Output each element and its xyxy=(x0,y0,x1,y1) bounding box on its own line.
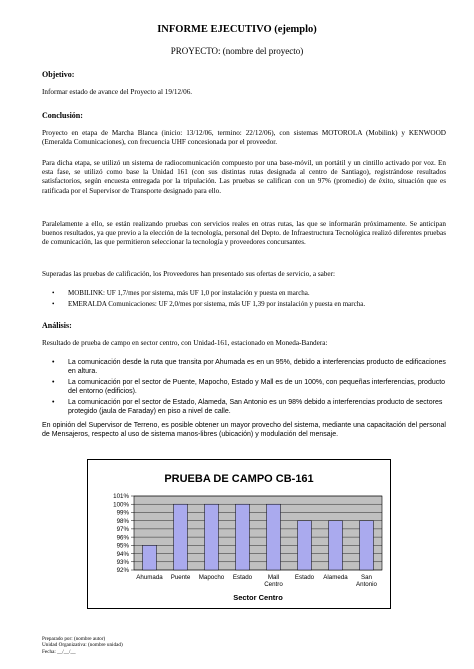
bar xyxy=(360,521,374,570)
prepared-by: Preparado por: (nombre autor) xyxy=(42,636,106,642)
provider-offers-list xyxy=(42,289,446,311)
list-item: • La comunicación por el sector de Puente, Mapocho, Estado y Mall es de un 100%, con pequeñas interferencias, producto del entorno (edificios). xyxy=(52,379,446,395)
bar xyxy=(298,521,312,570)
y-tick-label: 95% xyxy=(116,542,129,550)
x-tick-label: San xyxy=(360,574,373,581)
y-tick-label: 92% xyxy=(116,567,129,575)
bar xyxy=(143,545,157,570)
project-name: PROYECTO: (nombre del proyecto) xyxy=(170,46,304,56)
conclusion-paragraph-4: Superadas las pruebas de calificación, los Proveedores han presentado sus ofertas de servicio, a saber: xyxy=(42,270,335,278)
conclusion-paragraph-1: Proyecto en etapa de Marcha Blanca (inicio: 13/12/06, termino: 22/12/06), con sistemas MOTOROLA (Mobilink) y KENWOOD (Emeralda Comunicaciones), con frecuencia UHF concesionada por el proveedor. xyxy=(42,129,446,147)
date-line: Fecha: __/__/__ xyxy=(42,648,76,655)
bullet-icon: • xyxy=(52,359,55,366)
chart-title: PRUEBA DE CAMPO CB-161 xyxy=(164,473,314,485)
bar xyxy=(205,504,219,570)
conclusion-paragraph-2: Para dicha etapa, se utilizó un sistema de radiocomunicación compuesto por una base-móvil, un portátil y un cintillo activado por voz. En esta fase, se utilizó como base la Unidad 161 (con sus distintas rutas designada al centro de Santiago), registrándose resultados satisfactorios, según encuesta entregada por la tripulación. Las pruebas se califican con un 97% (promedio) de éxito, situación que es ratificada por el Supervisor de Transporte designado para ello. xyxy=(42,159,446,195)
bullet-icon: • xyxy=(52,379,55,386)
list-item: • La comunicación por el sector de Estado, Alameda, San Antonio es un 98% debido a interferencias producto de sectores protegido (jaula de Faraday) en piso a nivel de calle. xyxy=(52,399,443,415)
x-tick-label: Centro xyxy=(264,581,283,588)
analisis-paragraph-1: Resultado de prueba de campo en sector centro, con Unidad-161, estacionado en Moneda-Bandera: xyxy=(42,339,328,347)
conclusion-heading: Conclusión: xyxy=(42,111,83,120)
analisis-heading: Análisis: xyxy=(42,321,72,330)
y-tick-label: 97% xyxy=(116,526,129,534)
bar xyxy=(329,521,343,570)
objetivo-text: Informar estado de avance del Proyecto al 19/12/06. xyxy=(42,88,193,96)
bar xyxy=(267,504,281,570)
analisis-results-list xyxy=(42,358,446,418)
bullet-icon: • xyxy=(52,399,55,406)
x-tick-label: Puente xyxy=(170,574,191,581)
x-tick-label: Alameda xyxy=(323,574,348,581)
plot-area xyxy=(134,496,382,570)
chart-svg xyxy=(88,460,390,608)
x-tick-label: Ahumada xyxy=(136,574,163,581)
x-tick-label: Mapocho xyxy=(198,574,225,581)
bar xyxy=(236,504,250,570)
x-axis-label: Sector Centro xyxy=(233,593,283,602)
objetivo-heading: Objetivo: xyxy=(42,70,75,79)
document-title: INFORME EJECUTIVO (ejemplo) xyxy=(157,24,317,35)
bar xyxy=(174,504,188,570)
y-tick-label: 98% xyxy=(116,517,129,525)
field-test-chart xyxy=(87,459,391,609)
x-tick-label: Estado xyxy=(232,574,253,581)
bullet-icon: • xyxy=(52,289,55,297)
y-tick-label: 94% xyxy=(116,550,129,558)
y-tick-label: 101% xyxy=(113,493,129,501)
list-item: • La comunicación desde la ruta que transita por Ahumada es en un 95%, debido a interferencias producto de edificaciones en altura. xyxy=(52,359,446,375)
document-footer xyxy=(42,636,123,655)
list-item: • EMERALDA Comunicaciones: UF 2,0/mes por sistema, más UF 1,39 por instalación y puesta en marcha. xyxy=(52,300,366,308)
y-tick-label: 93% xyxy=(116,558,129,566)
analisis-paragraph-2: En opinión del Supervisor de Terreno, es posible obtener un mayor provecho del sistema, mediante una capacitación del personal de Mensajeros, respecto al uso de sistema manos-libres (ubicación) y modulación del mensaje. xyxy=(42,422,446,438)
y-tick-label: 100% xyxy=(113,501,129,509)
list-item: • MOBILINK: UF 1,7/mes por sistema, más UF 1,0 por instalación y puesta en marcha. xyxy=(52,289,310,297)
bullet-icon: • xyxy=(52,300,55,308)
y-tick-label: 99% xyxy=(116,509,129,517)
x-tick-label: Antonio xyxy=(356,581,377,588)
x-tick-label: Mall xyxy=(267,574,280,581)
y-tick-label: 96% xyxy=(116,534,129,542)
organizational-unit: Unidad Organizativa: (nombre unidad) xyxy=(42,642,123,649)
x-tick-label: Estado xyxy=(294,574,315,581)
conclusion-paragraph-3: Paralelamente a ello, se están realizando pruebas con servicios reales en otras rutas, las que se informarán próximamente. Se anticipan buenos resultados, ya que previo a la elección de la tecnología, personal del Depto. de Infraestructura Tecnológica realizó diferentes pruebas de comunicación, las que permitieron seleccionar la tecnología y proveedores concursantes. xyxy=(42,220,446,247)
